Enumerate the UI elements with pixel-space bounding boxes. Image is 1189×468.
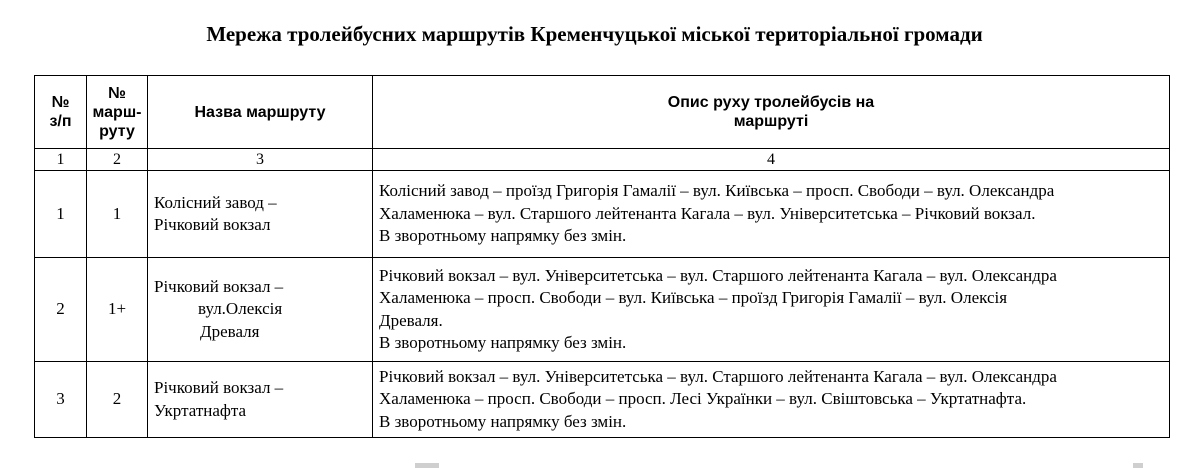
column-number: 3 xyxy=(148,149,373,171)
route-description: Річковий вокзал – вул. Університетська – вул. Старшого лейтенанта Кагала – вул. Олександра Халаменюка – просп. Свободи – просп. Лесі Українки – вул. Свіштовська – Укртатнафта. В зворотньому напрямку без змін. xyxy=(373,362,1170,438)
header-route-number: № марш- руту xyxy=(87,76,148,149)
table-row xyxy=(35,171,1170,258)
header-index: № з/п xyxy=(35,76,87,149)
row-index: 3 xyxy=(35,362,87,438)
route-number: 1+ xyxy=(87,258,148,362)
column-number: 1 xyxy=(35,149,87,171)
route-number: 1 xyxy=(87,171,148,258)
row-index: 2 xyxy=(35,258,87,362)
route-name: Річковий вокзал – вул.Олексія Древаля xyxy=(148,258,373,362)
page-edge-marker xyxy=(1133,463,1143,468)
route-description: Колісний завод – проїзд Григорія Гамалії – вул. Київська – просп. Свободи – вул. Олександра Халаменюка – вул. Старшого лейтенанта Кагала – вул. Університетська – Річковий вокзал. В зворотньому напрямку без змін. xyxy=(373,171,1170,258)
column-number: 2 xyxy=(87,149,148,171)
routes-table xyxy=(34,75,1170,438)
table-row xyxy=(35,258,1170,362)
route-name: Річковий вокзал – Укртатнафта xyxy=(148,362,373,438)
header-route-name: Назва маршруту xyxy=(148,76,373,149)
page-edge-marker xyxy=(415,463,439,468)
route-name: Колісний завод – Річковий вокзал xyxy=(148,171,373,258)
route-number: 2 xyxy=(87,362,148,438)
route-description: Річковий вокзал – вул. Університетська – вул. Старшого лейтенанта Кагала – вул. Олександра Халаменюка – просп. Свободи – вул. Київська – проїзд Григорія Гамалії – вул. Олексія Древаля. В зворотньому напрямку без змін. xyxy=(373,258,1170,362)
document-title: Мережа тролейбусних маршрутів Кременчуцької міської територіальної громади xyxy=(206,22,983,46)
header-row xyxy=(35,76,1170,149)
column-number: 4 xyxy=(373,149,1170,171)
table-row xyxy=(35,362,1170,438)
header-route-description: Опис руху тролейбусів на маршруті xyxy=(373,76,1170,149)
row-index: 1 xyxy=(35,171,87,258)
column-number-row xyxy=(35,149,1170,171)
